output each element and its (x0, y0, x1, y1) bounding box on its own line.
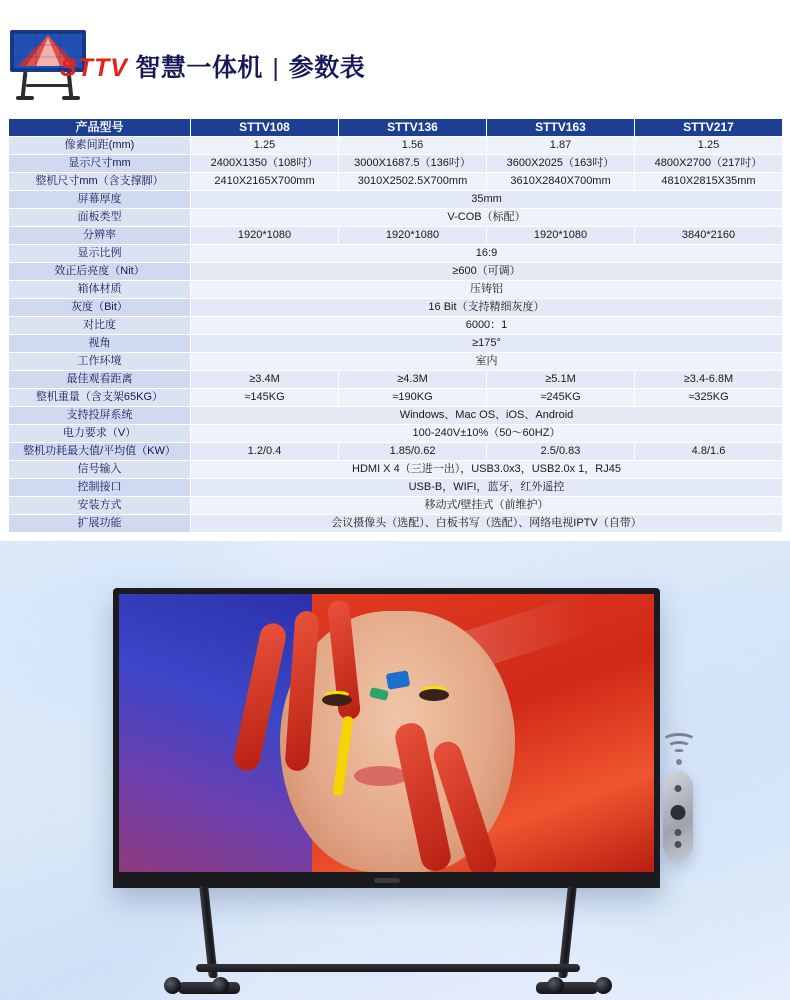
row-label: 控制接口 (9, 479, 191, 497)
spec-table-container (0, 118, 790, 533)
table-cell: 压铸铝 (191, 281, 783, 299)
table-row (9, 227, 783, 245)
table-row (9, 407, 783, 425)
stand-foot (536, 982, 598, 994)
table-cell: 1.25 (635, 137, 783, 155)
table-cell: ≈145KG (191, 389, 339, 407)
column-header-stttv136: STTV136 (339, 119, 487, 137)
table-cell: 1920*1080 (191, 227, 339, 245)
table-row (9, 371, 783, 389)
title-chinese: 智慧一体机 (135, 54, 263, 82)
table-row (9, 155, 783, 173)
row-label: 显示比例 (9, 245, 191, 263)
row-label: 整机尺寸mm（含支撑脚） (9, 173, 191, 191)
row-label: 箱体材质 (9, 281, 191, 299)
table-cell: 3600X2025（163吋） (487, 155, 635, 173)
table-cell: 16:9 (191, 245, 783, 263)
table-cell: 1920*1080 (487, 227, 635, 245)
row-label: 显示尺寸mm (9, 155, 191, 173)
caster-wheel (595, 977, 612, 994)
table-row (9, 245, 783, 263)
table-cell: ≈325KG (635, 389, 783, 407)
table-cell: 1.85/0.62 (339, 443, 487, 461)
table-row (9, 335, 783, 353)
table-row (9, 443, 783, 461)
row-label: 工作环境 (9, 353, 191, 371)
row-label: 屏幕厚度 (9, 191, 191, 209)
title-separator: | (272, 54, 280, 82)
row-label: 像素间距(mm) (9, 137, 191, 155)
spec-table-head (9, 119, 783, 137)
table-cell: ≥600（可调） (191, 263, 783, 281)
row-label: 分辨率 (9, 227, 191, 245)
camera-module (374, 878, 400, 883)
product-display-unit (113, 588, 660, 888)
table-row (9, 281, 783, 299)
table-header-row (9, 119, 783, 137)
wifi-signal-icon (656, 731, 702, 765)
row-label: 效正后亮度（Nit） (9, 263, 191, 281)
table-cell: 2.5/0.83 (487, 443, 635, 461)
table-cell: 1.25 (191, 137, 339, 155)
table-row (9, 173, 783, 191)
row-label: 面板类型 (9, 209, 191, 227)
table-cell: USB-B，WIFI，蓝牙，红外遥控 (191, 479, 783, 497)
table-cell: 4.8/1.6 (635, 443, 783, 461)
table-cell: 16 Bit（支持精细灰度） (191, 299, 783, 317)
table-cell: 35mm (191, 191, 783, 209)
column-header-stttv217: STTV217 (635, 119, 783, 137)
table-row (9, 263, 783, 281)
table-row (9, 299, 783, 317)
floor-stand (190, 886, 586, 1000)
row-label: 支持投屏系统 (9, 407, 191, 425)
caster-wheel (164, 977, 181, 994)
table-cell: ≥3.4M (191, 371, 339, 389)
table-row (9, 425, 783, 443)
tv-remote-icon (663, 771, 693, 861)
table-cell: 6000：1 (191, 317, 783, 335)
column-header-model: 产品型号 (9, 119, 191, 137)
row-label: 电力要求（V） (9, 425, 191, 443)
table-cell: 室内 (191, 353, 783, 371)
table-cell: ≥175° (191, 335, 783, 353)
table-cell: 4810X2815X35mm (635, 173, 783, 191)
spec-table (8, 118, 783, 533)
table-cell: HDMI X 4（三进一出），USB3.0x3，USB2.0x 1，RJ45 (191, 461, 783, 479)
spec-table-body (9, 137, 783, 533)
stand-foot (178, 982, 240, 994)
table-cell: V-COB（标配） (191, 209, 783, 227)
table-row (9, 209, 783, 227)
table-cell: 3840*2160 (635, 227, 783, 245)
row-label: 扩展功能 (9, 515, 191, 533)
table-cell: 2400X1350（108吋） (191, 155, 339, 173)
display-screen (119, 594, 654, 872)
table-row (9, 461, 783, 479)
caster-wheel (212, 977, 229, 994)
table-cell: 移动式/壁挂式（前维护） (191, 497, 783, 515)
column-header-stttv108: STTV108 (191, 119, 339, 137)
row-label: 信号输入 (9, 461, 191, 479)
stand-crossbar (196, 964, 580, 972)
table-cell: 1.56 (339, 137, 487, 155)
row-label: 整机重量（含支架65KG） (9, 389, 191, 407)
table-cell: 1920*1080 (339, 227, 487, 245)
table-cell: 2410X2165X700mm (191, 173, 339, 191)
table-cell: ≈245KG (487, 389, 635, 407)
table-row (9, 353, 783, 371)
table-row (9, 191, 783, 209)
page-header (0, 0, 790, 118)
table-row (9, 389, 783, 407)
table-cell: 4800X2700（217吋） (635, 155, 783, 173)
table-cell: 3010X2502.5X700mm (339, 173, 487, 191)
title-subtitle: 参数表 (288, 54, 366, 82)
table-cell: 会议摄像头（选配）、白板书写（选配）、网络电视IPTV（自带） (191, 515, 783, 533)
table-cell: ≥4.3M (339, 371, 487, 389)
table-cell: ≥5.1M (487, 371, 635, 389)
table-row (9, 479, 783, 497)
table-cell: 3610X2840X700mm (487, 173, 635, 191)
table-cell: Windows、Mac OS、iOS、Android (191, 407, 783, 425)
table-row (9, 137, 783, 155)
table-cell: ≥3.4-6.8M (635, 371, 783, 389)
row-label: 视角 (9, 335, 191, 353)
product-photo-panel (0, 541, 790, 1000)
row-label: 对比度 (9, 317, 191, 335)
column-header-stttv163: STTV163 (487, 119, 635, 137)
table-cell: 100-240V±10%（50～60HZ） (191, 425, 783, 443)
row-label: 最佳观看距离 (9, 371, 191, 389)
screen-artwork (119, 594, 654, 872)
table-row (9, 497, 783, 515)
brand-name: STTV (60, 54, 128, 82)
table-row (9, 515, 783, 533)
row-label: 灰度（Bit） (9, 299, 191, 317)
table-cell: 3000X1687.5（136吋） (339, 155, 487, 173)
row-label: 整机功耗最大值/平均值（KW） (9, 443, 191, 461)
table-cell: 1.87 (487, 137, 635, 155)
row-label: 安装方式 (9, 497, 191, 515)
table-row (9, 317, 783, 335)
caster-wheel (547, 977, 564, 994)
table-cell: ≈190KG (339, 389, 487, 407)
table-cell: 1.2/0.4 (191, 443, 339, 461)
page-title (60, 56, 365, 81)
